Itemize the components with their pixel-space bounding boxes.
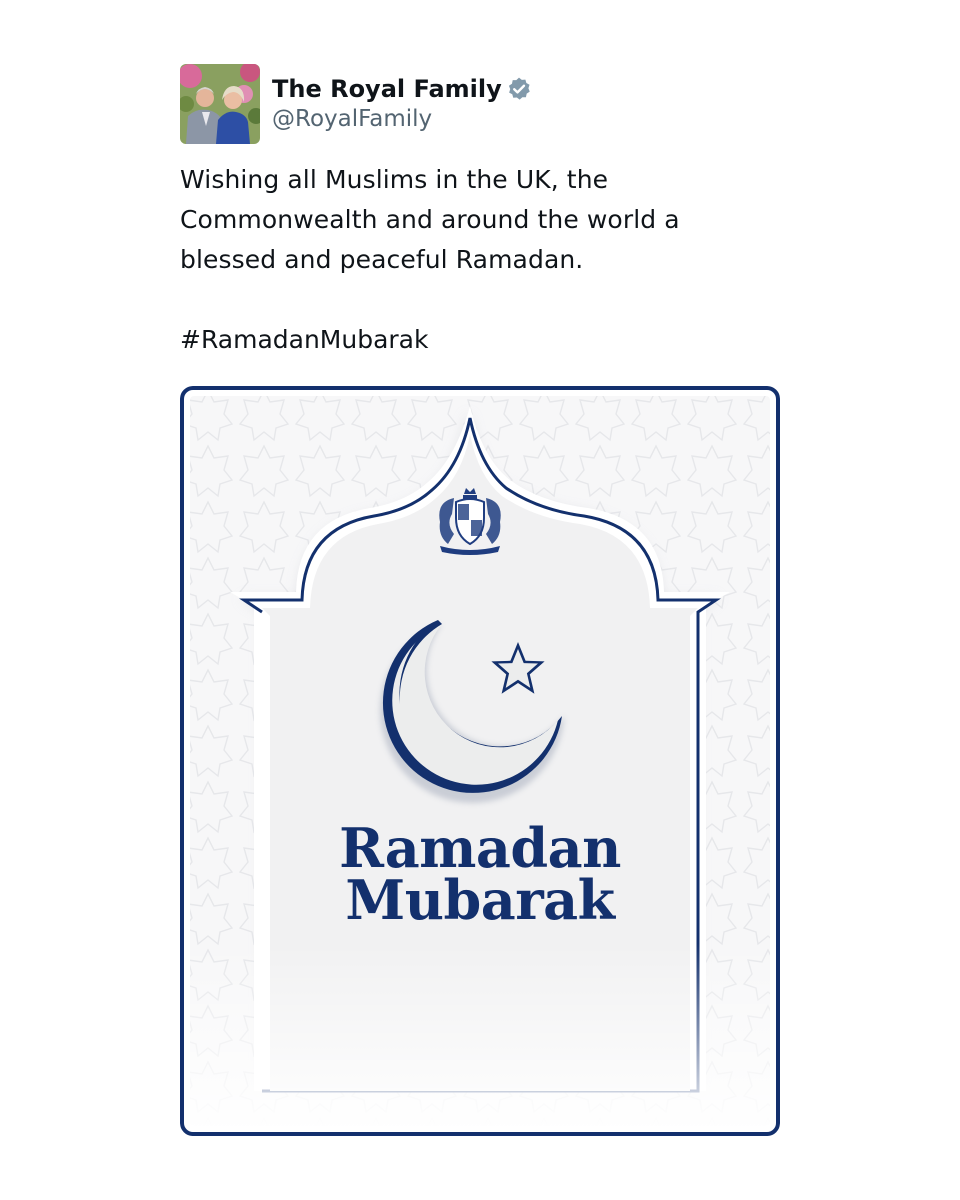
tweet-header [180,64,780,144]
author-name-row[interactable] [272,74,532,104]
verified-badge-icon[interactable] [506,76,532,102]
tweet-media-image[interactable] [180,386,780,1136]
author-display-name[interactable]: The Royal Family [272,75,502,103]
card-title-line1: Ramadan [339,816,621,880]
avatar-photo-icon [180,64,260,144]
card-title-line2: Mubarak [345,868,615,932]
ramadan-card-graphic [180,386,780,1136]
avatar[interactable] [180,64,260,144]
hashtag-link[interactable]: #RamadanMubarak [180,325,429,354]
tweet [180,64,780,360]
card-title [180,816,780,932]
author-names [272,74,532,134]
tweet-text: Wishing all Muslims in the UK, the Commonwealth and around the world a blessed and peaceful Ramadan. [180,165,680,274]
author-handle[interactable]: @RoyalFamily [272,106,433,132]
